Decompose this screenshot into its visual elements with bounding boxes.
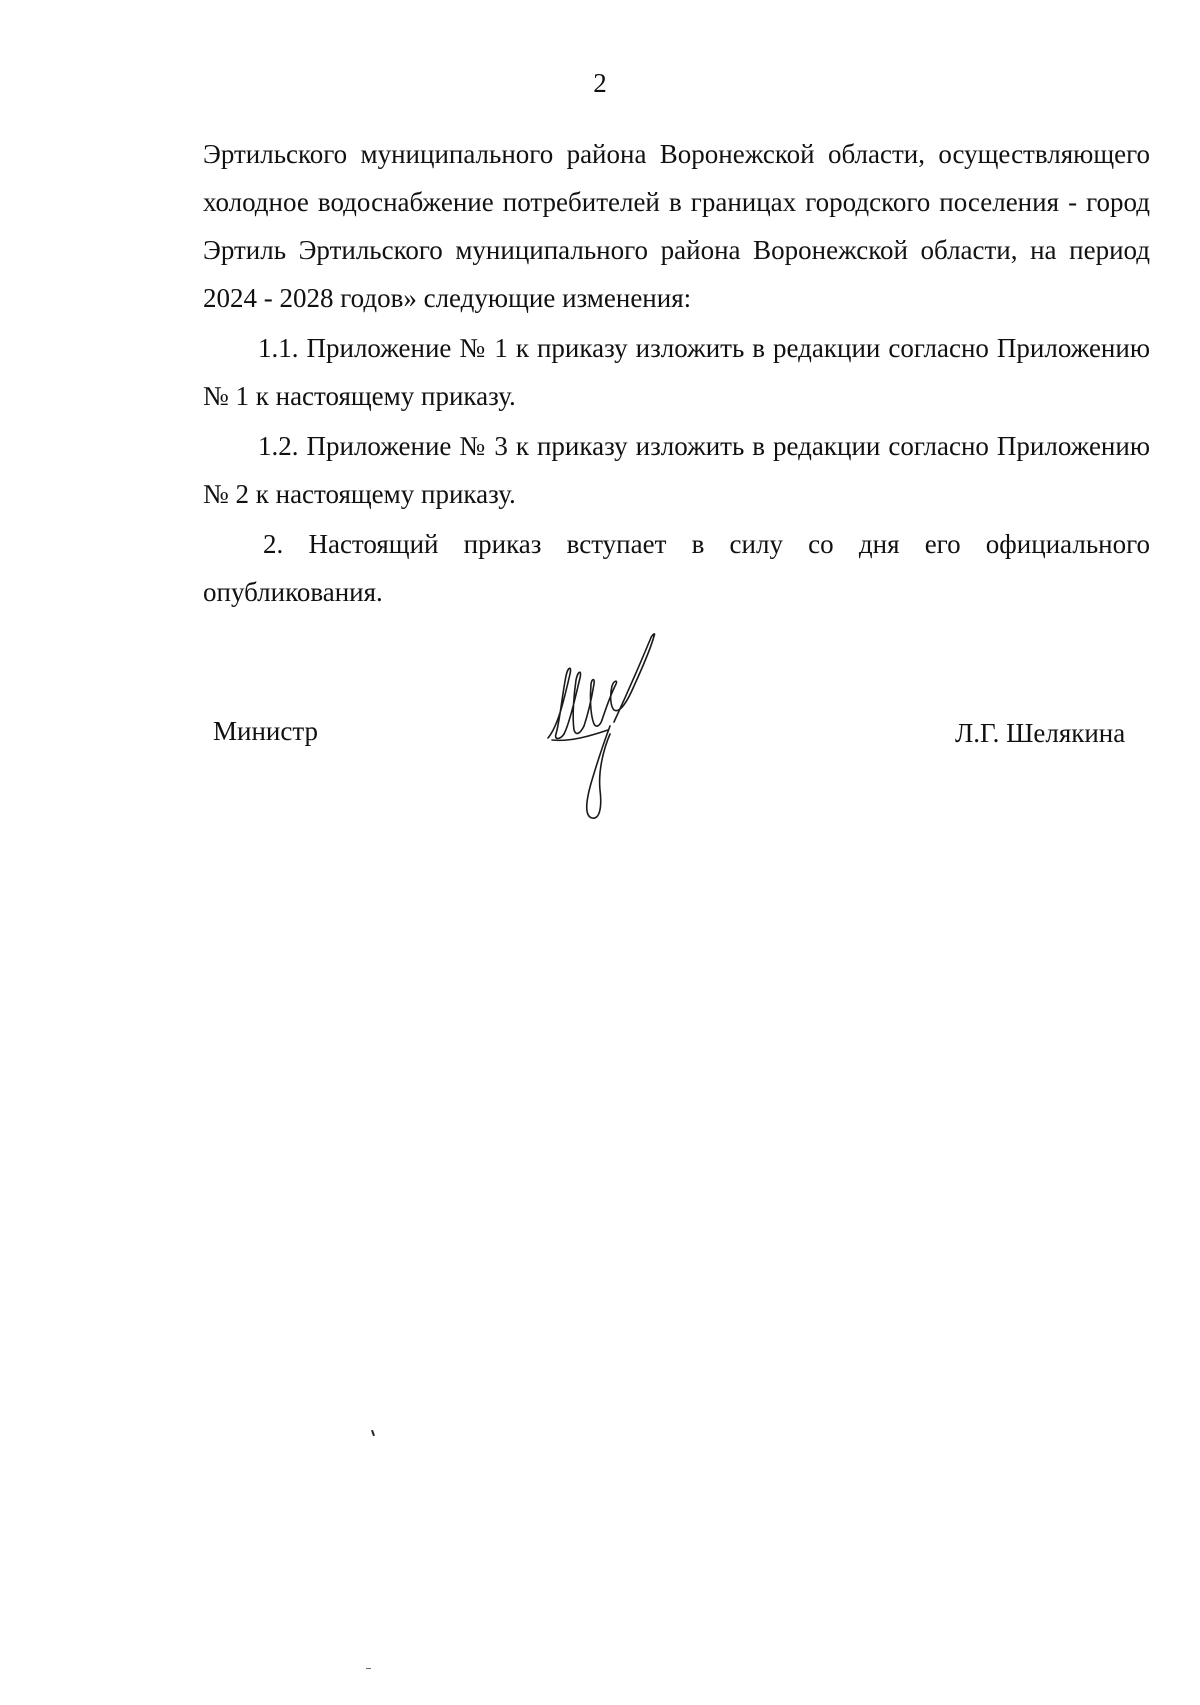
paragraph-item-1-1: 1.1. Приложение № 1 к приказу изложить в редакции согласно Приложению № 1 к настоящему приказу. xyxy=(203,333,1150,411)
signatory-name: Л.Г. Шелякина xyxy=(955,718,1126,748)
paragraph-item-2: 2. Настоящий приказ вступает в силу со дня его официального опубликования. xyxy=(203,529,1150,607)
page-number: 2 xyxy=(593,68,607,98)
paragraph-item-1-2: 1.2. Приложение № 3 к приказу изложить в редакции согласно Приложению № 2 к настоящему приказу. xyxy=(203,431,1150,509)
signatory-title: Министр xyxy=(213,716,318,746)
paragraph-intro: Эртильского муниципального района Воронежской области, осуществляющего холодное водоснабжение потребителей в границах городского поселения - город Эртиль Эртильского муниципального района Воронежской области, на период 2024 - 2028 годов» следующие изменения: xyxy=(203,139,1150,313)
handwritten-signature xyxy=(540,630,680,830)
document-body xyxy=(203,130,1150,618)
scan-speck xyxy=(366,1668,371,1669)
scan-speck xyxy=(371,1430,375,1436)
